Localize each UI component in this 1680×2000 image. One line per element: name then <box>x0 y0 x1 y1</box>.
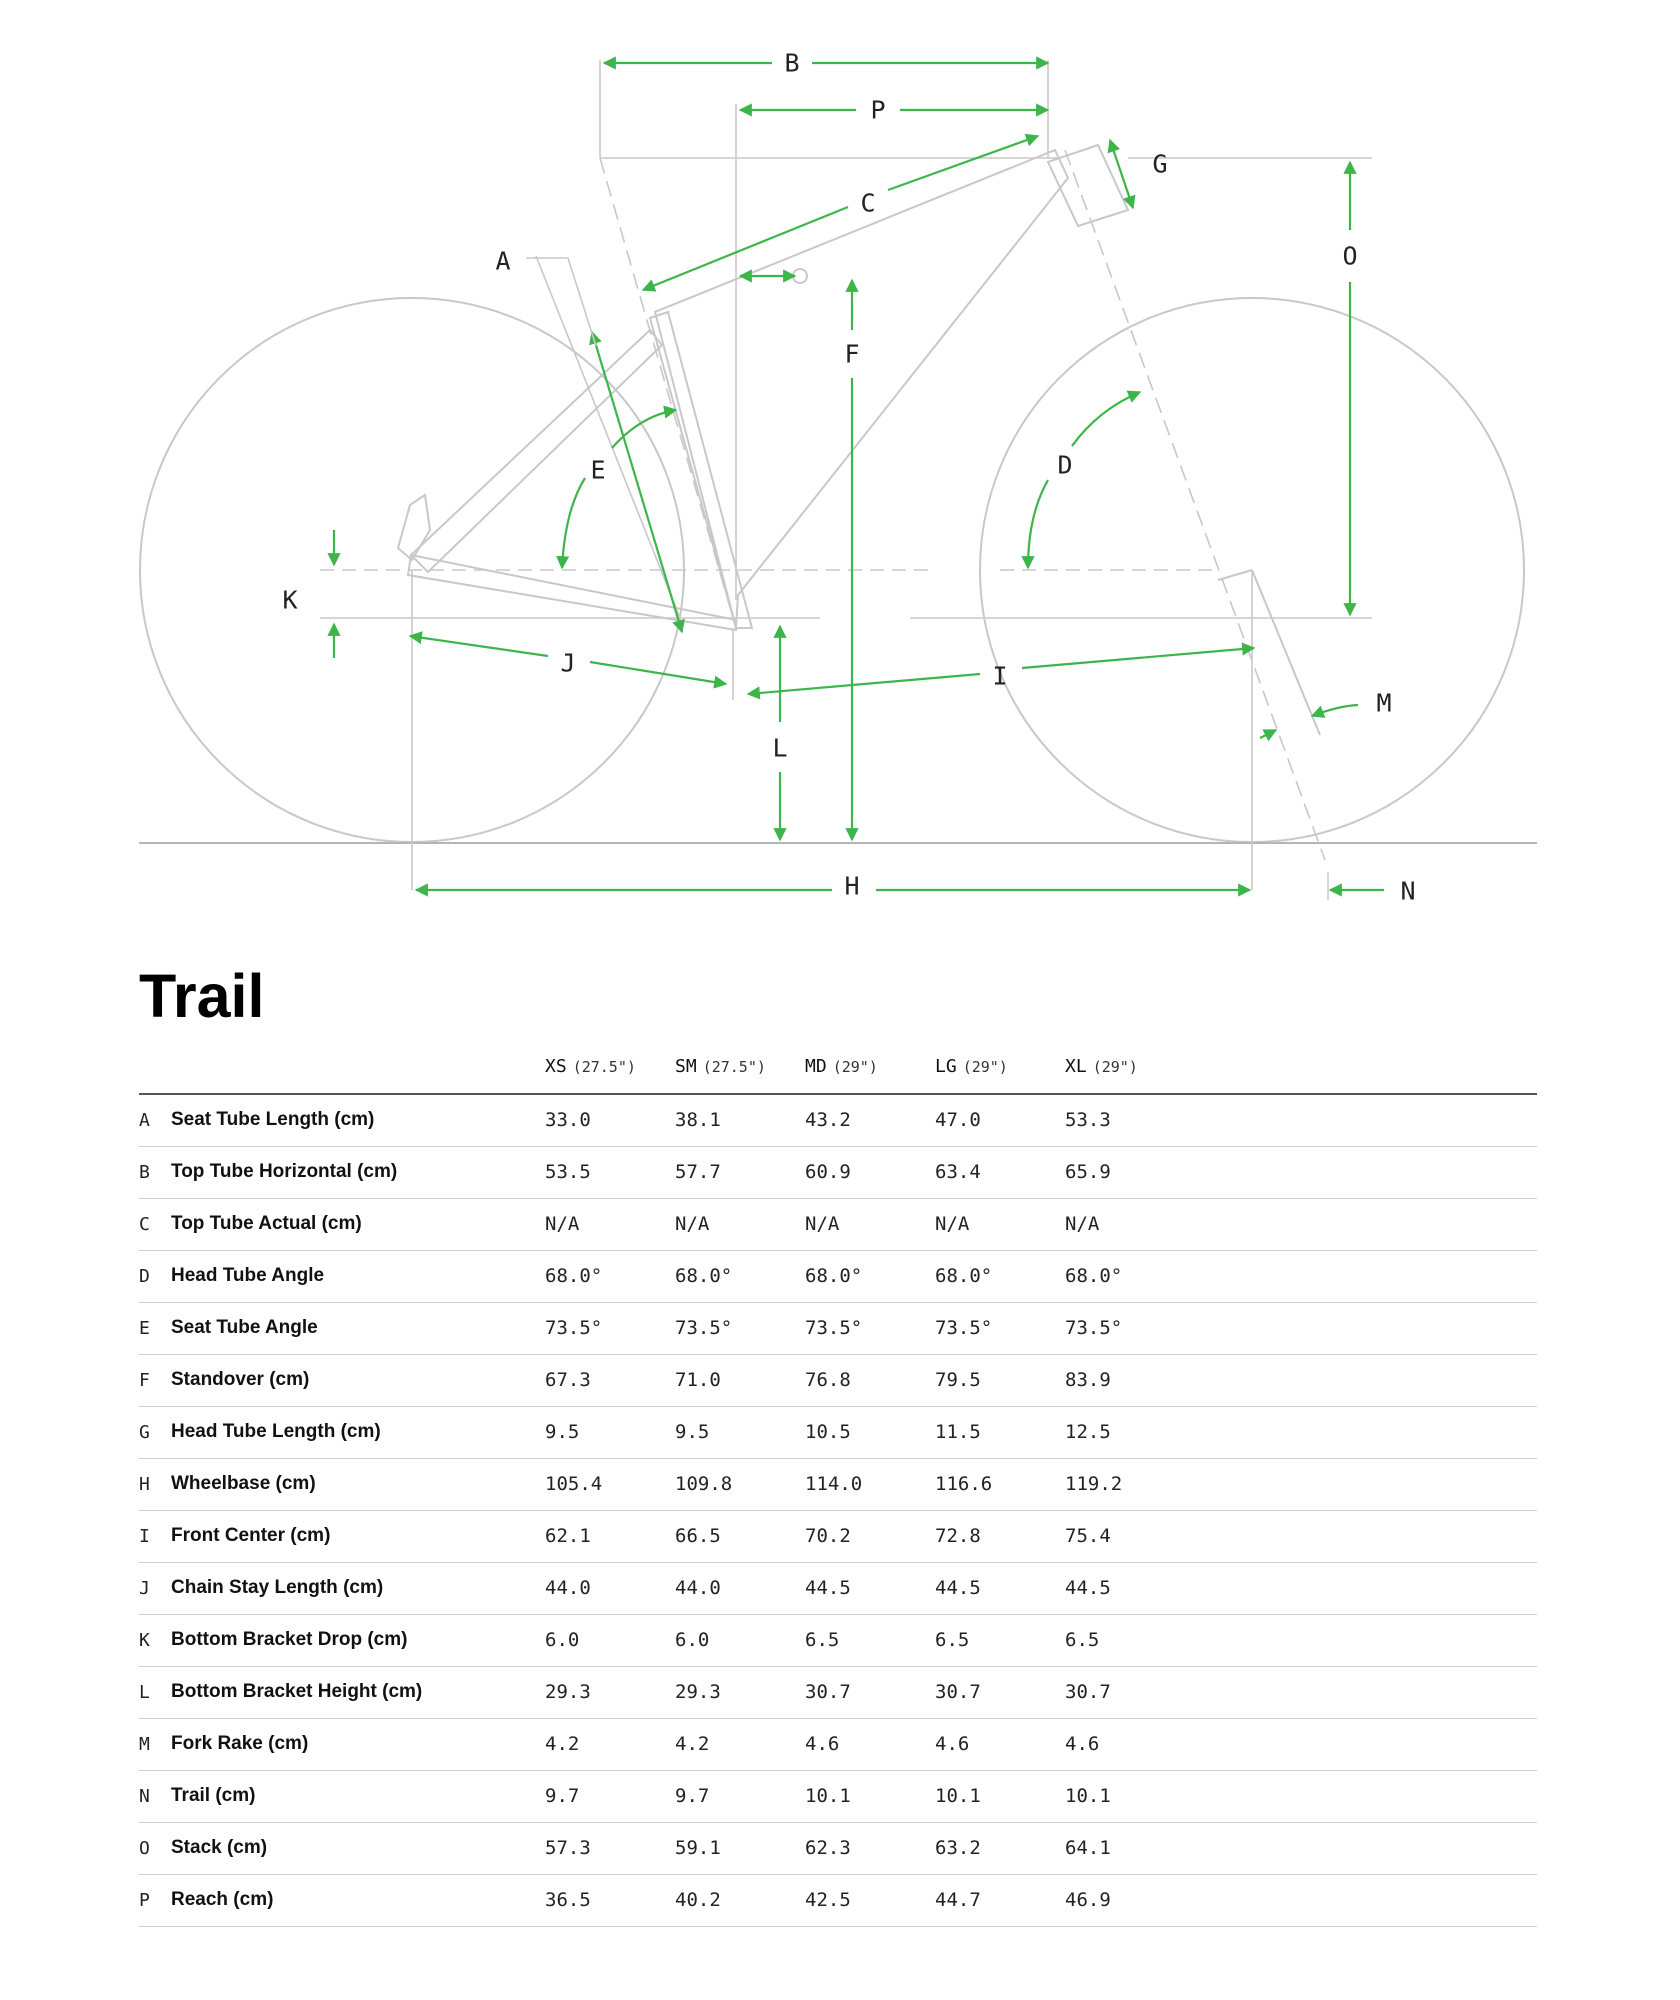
table-row <box>139 1146 1537 1198</box>
size-value: 10.1 <box>935 1770 1065 1822</box>
size-value: 4.2 <box>545 1718 675 1770</box>
size-value: 73.5° <box>675 1302 805 1354</box>
size-value: 62.1 <box>545 1510 675 1562</box>
size-value: 68.0° <box>805 1250 935 1302</box>
size-value: N/A <box>935 1198 1065 1250</box>
size-value: 72.8 <box>935 1510 1065 1562</box>
size-value: 38.1 <box>675 1094 805 1146</box>
row-label: Wheelbase (cm) <box>171 1458 545 1510</box>
dim-label-I: I <box>992 661 1008 691</box>
row-label: Trail (cm) <box>171 1770 545 1822</box>
size-code: LG <box>935 1056 957 1077</box>
table-row <box>139 1198 1537 1250</box>
geometry-table-body <box>139 1094 1537 1926</box>
size-value: 43.2 <box>805 1094 935 1146</box>
size-value: 46.9 <box>1065 1874 1537 1926</box>
size-value: 73.5° <box>805 1302 935 1354</box>
wheel-size: (29") <box>1092 1058 1138 1076</box>
size-value: 68.0° <box>675 1250 805 1302</box>
dim-label-B: B <box>784 48 800 78</box>
table-row <box>139 1614 1537 1666</box>
size-value: 9.7 <box>675 1770 805 1822</box>
size-header-row <box>139 1052 1537 1094</box>
row-letter: M <box>139 1718 171 1770</box>
size-value: 30.7 <box>805 1666 935 1718</box>
wheel-size: (29") <box>962 1058 1008 1076</box>
size-value: N/A <box>1065 1198 1537 1250</box>
size-value: 73.5° <box>935 1302 1065 1354</box>
row-label: Seat Tube Angle <box>171 1302 545 1354</box>
size-value: 119.2 <box>1065 1458 1537 1510</box>
dim-label-P: P <box>870 95 886 125</box>
dimension-arrows <box>334 63 1384 900</box>
size-value: 68.0° <box>1065 1250 1537 1302</box>
row-letter: B <box>139 1146 171 1198</box>
size-value: 33.0 <box>545 1094 675 1146</box>
size-value: 60.9 <box>805 1146 935 1198</box>
size-value: 114.0 <box>805 1458 935 1510</box>
size-value: N/A <box>545 1198 675 1250</box>
size-value: 73.5° <box>545 1302 675 1354</box>
size-value: 6.5 <box>805 1614 935 1666</box>
size-value: 47.0 <box>935 1094 1065 1146</box>
size-value: 29.3 <box>545 1666 675 1718</box>
size-value: N/A <box>675 1198 805 1250</box>
size-value: 4.6 <box>1065 1718 1537 1770</box>
size-value: 63.4 <box>935 1146 1065 1198</box>
dim-C-arrow <box>643 207 848 290</box>
size-value: 53.3 <box>1065 1094 1537 1146</box>
dim-label-A: A <box>495 246 511 276</box>
size-value: 11.5 <box>935 1406 1065 1458</box>
row-label: Seat Tube Length (cm) <box>171 1094 545 1146</box>
row-label: Top Tube Actual (cm) <box>171 1198 545 1250</box>
size-value: 40.2 <box>675 1874 805 1926</box>
wheel-size: (27.5") <box>702 1058 766 1076</box>
row-label: Head Tube Angle <box>171 1250 545 1302</box>
size-value: 12.5 <box>1065 1406 1537 1458</box>
row-label: Front Center (cm) <box>171 1510 545 1562</box>
size-value: 9.5 <box>545 1406 675 1458</box>
size-value: 9.5 <box>675 1406 805 1458</box>
row-label: Top Tube Horizontal (cm) <box>171 1146 545 1198</box>
table-row <box>139 1666 1537 1718</box>
row-letter: N <box>139 1770 171 1822</box>
size-header-lg <box>935 1052 1065 1094</box>
table-row <box>139 1250 1537 1302</box>
size-value: 44.5 <box>805 1562 935 1614</box>
size-value: 116.6 <box>935 1458 1065 1510</box>
size-value: 63.2 <box>935 1822 1065 1874</box>
size-value: 73.5° <box>1065 1302 1537 1354</box>
dim-label-J: J <box>560 648 576 678</box>
size-value: 59.1 <box>675 1822 805 1874</box>
row-letter: D <box>139 1250 171 1302</box>
row-letter: I <box>139 1510 171 1562</box>
size-code: SM <box>675 1056 697 1077</box>
dim-label-N: N <box>1400 876 1416 900</box>
size-value: 70.2 <box>805 1510 935 1562</box>
table-row <box>139 1822 1537 1874</box>
size-value: 68.0° <box>935 1250 1065 1302</box>
row-letter: O <box>139 1822 171 1874</box>
row-letter: P <box>139 1874 171 1926</box>
size-value: 30.7 <box>935 1666 1065 1718</box>
reference-lines <box>320 60 1372 890</box>
wheel-size: (27.5") <box>572 1058 636 1076</box>
wheel-size: (29") <box>832 1058 878 1076</box>
row-label: Stack (cm) <box>171 1822 545 1874</box>
size-code: XL <box>1065 1056 1087 1077</box>
row-label: Chain Stay Length (cm) <box>171 1562 545 1614</box>
size-value: 75.4 <box>1065 1510 1537 1562</box>
row-label: Reach (cm) <box>171 1874 545 1926</box>
size-value: 9.7 <box>545 1770 675 1822</box>
bike-outline <box>139 145 1537 843</box>
dim-label-C: C <box>860 188 876 218</box>
size-value: 44.0 <box>545 1562 675 1614</box>
size-value: 57.7 <box>675 1146 805 1198</box>
dim-label-F: F <box>844 339 860 369</box>
table-row <box>139 1354 1537 1406</box>
size-value: 36.5 <box>545 1874 675 1926</box>
row-letter: C <box>139 1198 171 1250</box>
size-value: 44.5 <box>1065 1562 1537 1614</box>
size-value: 76.8 <box>805 1354 935 1406</box>
size-value: 42.5 <box>805 1874 935 1926</box>
size-value: 65.9 <box>1065 1146 1537 1198</box>
dim-M-arrow <box>1312 705 1358 716</box>
row-label: Bottom Bracket Height (cm) <box>171 1666 545 1718</box>
size-header-xl <box>1065 1052 1537 1094</box>
size-value: 53.5 <box>545 1146 675 1198</box>
size-value: 4.6 <box>805 1718 935 1770</box>
size-value: 44.5 <box>935 1562 1065 1614</box>
size-value: 79.5 <box>935 1354 1065 1406</box>
size-code: XS <box>545 1056 567 1077</box>
size-value: 62.3 <box>805 1822 935 1874</box>
size-value: 4.2 <box>675 1718 805 1770</box>
dim-I-arrow <box>748 674 980 694</box>
table-row <box>139 1562 1537 1614</box>
dim-J-arrow <box>410 636 548 656</box>
dim-label-O: O <box>1342 241 1358 271</box>
size-value: 30.7 <box>1065 1666 1537 1718</box>
geometry-table <box>139 1052 1537 1927</box>
table-row <box>139 1406 1537 1458</box>
size-value: 71.0 <box>675 1354 805 1406</box>
geometry-table-title: Trail <box>139 962 265 1030</box>
row-label: Standover (cm) <box>171 1354 545 1406</box>
size-value: 67.3 <box>545 1354 675 1406</box>
dim-label-G: G <box>1152 149 1168 179</box>
size-value: 6.0 <box>675 1614 805 1666</box>
dim-label-D: D <box>1057 450 1073 480</box>
row-letter: H <box>139 1458 171 1510</box>
size-value: 10.5 <box>805 1406 935 1458</box>
size-header-sm <box>675 1052 805 1094</box>
size-value: 10.1 <box>1065 1770 1537 1822</box>
row-letter: K <box>139 1614 171 1666</box>
size-value: 64.1 <box>1065 1822 1537 1874</box>
dim-label-K: K <box>282 585 298 615</box>
size-value: 6.5 <box>1065 1614 1537 1666</box>
size-value: 109.8 <box>675 1458 805 1510</box>
row-letter: E <box>139 1302 171 1354</box>
row-letter: L <box>139 1666 171 1718</box>
table-row <box>139 1094 1537 1146</box>
row-letter: J <box>139 1562 171 1614</box>
row-label: Head Tube Length (cm) <box>171 1406 545 1458</box>
table-row <box>139 1874 1537 1926</box>
size-value: 66.5 <box>675 1510 805 1562</box>
size-value: 29.3 <box>675 1666 805 1718</box>
dim-label-L: L <box>772 733 788 763</box>
size-code: MD <box>805 1056 827 1077</box>
size-header-md <box>805 1052 935 1094</box>
row-letter: G <box>139 1406 171 1458</box>
dim-label-H: H <box>844 871 860 900</box>
size-value: 6.5 <box>935 1614 1065 1666</box>
row-label: Fork Rake (cm) <box>171 1718 545 1770</box>
dim-label-M: M <box>1376 688 1392 718</box>
row-letter: A <box>139 1094 171 1146</box>
row-letter: F <box>139 1354 171 1406</box>
table-row <box>139 1718 1537 1770</box>
bike-geometry-diagram <box>0 0 1680 900</box>
size-value: 44.0 <box>675 1562 805 1614</box>
table-row <box>139 1770 1537 1822</box>
size-value: 6.0 <box>545 1614 675 1666</box>
size-value: 68.0° <box>545 1250 675 1302</box>
table-row <box>139 1510 1537 1562</box>
size-value: 57.3 <box>545 1822 675 1874</box>
table-row <box>139 1458 1537 1510</box>
size-value: 44.7 <box>935 1874 1065 1926</box>
table-row <box>139 1302 1537 1354</box>
dim-label-E: E <box>590 455 606 485</box>
size-header-xs <box>545 1052 675 1094</box>
size-value: 4.6 <box>935 1718 1065 1770</box>
size-value: 83.9 <box>1065 1354 1537 1406</box>
size-value: 10.1 <box>805 1770 935 1822</box>
size-value: N/A <box>805 1198 935 1250</box>
size-value: 105.4 <box>545 1458 675 1510</box>
dim-D-arrow <box>1072 392 1140 446</box>
row-label: Bottom Bracket Drop (cm) <box>171 1614 545 1666</box>
